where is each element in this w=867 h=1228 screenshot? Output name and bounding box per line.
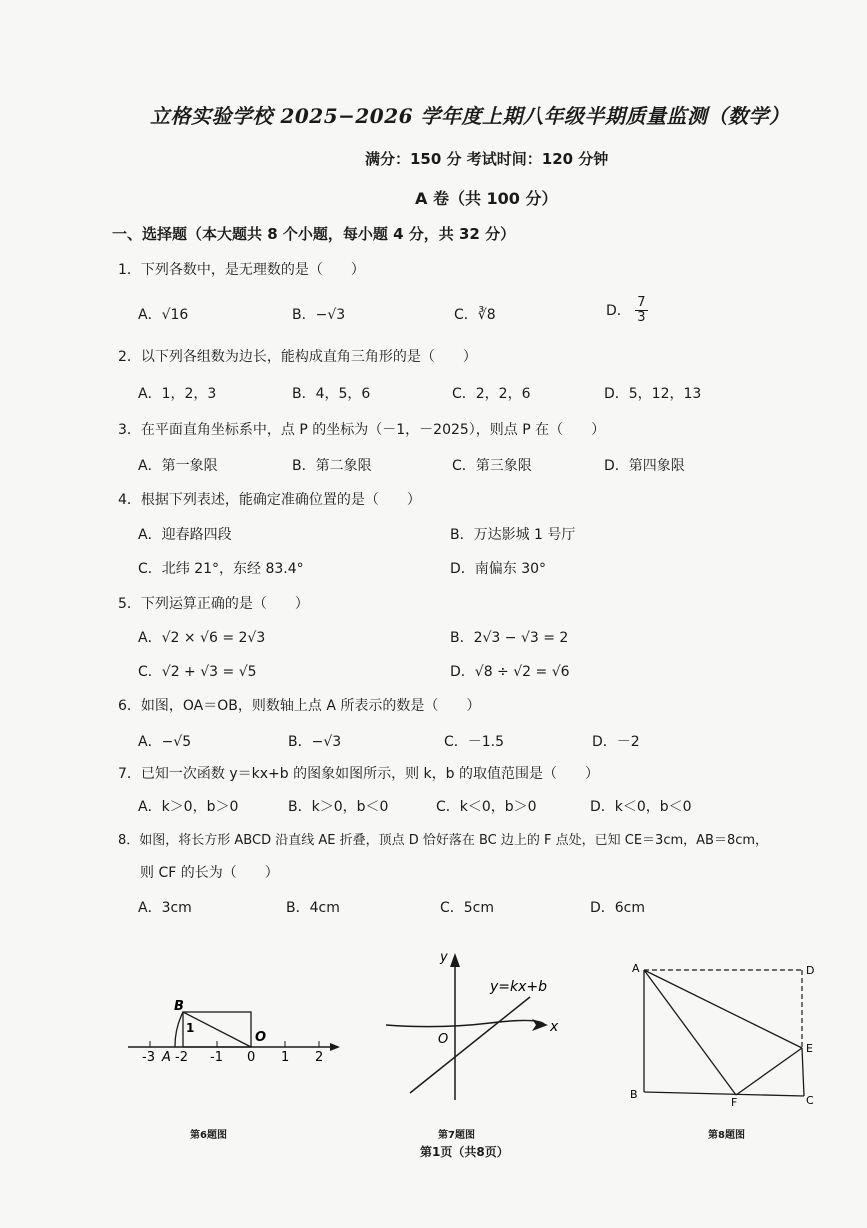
- vertex-c-label: C: [806, 1094, 814, 1107]
- question-4-option-a: A．迎春路四段: [138, 527, 232, 543]
- exam-subtitle: 满分：150 分 考试时间：120 分钟: [365, 150, 609, 168]
- arc: [175, 1012, 183, 1047]
- question-2-option-a: A．1，2，3: [138, 386, 217, 402]
- question-8-stem: 8．如图，将长方形 ABCD 沿直线 AE 折叠，顶点 D 恰好落在 BC 边上的 F 点处，已知 CE＝3cm，AB＝8cm，: [118, 833, 769, 848]
- question-1-option-b: B．−√3: [292, 307, 346, 323]
- length-label: 1: [186, 1021, 195, 1035]
- number-line-arrow: [330, 1043, 340, 1051]
- question-2-stem: 2．以下列各组数为边长，能构成直角三角形的是（ ）: [118, 349, 477, 365]
- fold-line-ae: [644, 970, 802, 1048]
- point-b-label: B: [174, 999, 184, 1014]
- figure-6-number-line: [120, 990, 350, 1080]
- point-o-label: O: [255, 1030, 267, 1045]
- question-7-stem: 7．已知一次函数 y＝kx+b 的图象如图所示，则 k，b 的取值范围是（ ）: [118, 766, 599, 782]
- x-axis-arrow: [532, 1019, 548, 1031]
- question-3-option-d: D．第四象限: [604, 458, 685, 474]
- question-2-option-b: B．4，5，6: [292, 386, 371, 402]
- question-7-option-c: C．k＜0，b＞0: [436, 799, 537, 815]
- question-4-option-c: C．北纬 21°，东经 83.4°: [138, 561, 304, 577]
- question-5-option-c: C．√2 + √3 = √5: [138, 664, 257, 680]
- segment-fe: [736, 1048, 802, 1095]
- tick-label: -1: [210, 1050, 223, 1065]
- question-6-option-a: A．−√5: [138, 734, 192, 750]
- segment-ce: [802, 1048, 804, 1096]
- question-1-stem: 1．下列各数中，是无理数的是（ ）: [118, 262, 365, 278]
- function-line: [410, 997, 530, 1093]
- fraction-numerator: 7: [637, 295, 646, 310]
- section-heading: 一、选择题（本大题共 8 个小题，每小题 4 分，共 32 分）: [112, 225, 516, 243]
- fraction: [635, 296, 647, 326]
- question-6-option-b: B．−√3: [288, 734, 342, 750]
- question-7-option-a: A．k＞0，b＞0: [138, 799, 239, 815]
- vertex-a-label: A: [632, 962, 640, 975]
- question-4-option-d: D．南偏东 30°: [450, 561, 547, 577]
- question-8-option-a: A．3cm: [138, 900, 192, 916]
- question-2-option-d: D．5，12，13: [604, 386, 702, 402]
- question-8-stem-line2: 则 CF 的长为（ ）: [140, 865, 279, 881]
- volume-heading: A 卷（共 100 分）: [415, 189, 558, 208]
- question-3-stem: 3．在平面直角坐标系中，点 P 的坐标为（－1，－2025），则点 P 在（ ）: [118, 422, 606, 438]
- fraction-denominator: 3: [637, 310, 646, 326]
- point-e-label: E: [806, 1042, 813, 1055]
- x-axis-label: x: [550, 1019, 559, 1035]
- figure-6-caption: 第6题图: [190, 1130, 227, 1141]
- question-7-option-b: B．k＞0，b＜0: [288, 799, 389, 815]
- figure-7-caption: 第7题图: [438, 1130, 475, 1141]
- question-6-stem: 6．如图，OA＝OB，则数轴上点 A 所表示的数是（ ）: [118, 698, 481, 714]
- figure-7-function-graph: [380, 945, 570, 1105]
- question-5-stem: 5．下列运算正确的是（ ）: [118, 596, 309, 612]
- tick-label: -2: [175, 1050, 188, 1065]
- segment-af: [644, 970, 736, 1095]
- question-1-option-a: A．√16: [138, 307, 189, 323]
- tick-label: 0: [247, 1050, 256, 1065]
- figure-8-caption: 第8题图: [708, 1130, 745, 1141]
- question-3-option-a: A．第一象限: [138, 458, 218, 474]
- figure-8-rectangle-fold: [626, 958, 826, 1108]
- question-6-option-c: C．－1.5: [444, 734, 505, 750]
- question-5-option-b: B．2√3 − √3 = 2: [450, 630, 569, 646]
- question-3-option-c: C．第三象限: [452, 458, 532, 474]
- question-1-option-c: C．∛8: [454, 307, 496, 323]
- tick-label: 1: [281, 1050, 290, 1065]
- question-2-option-c: C．2，2，6: [452, 386, 531, 402]
- tick-label: 2: [315, 1050, 324, 1065]
- question-5-option-d: D．√8 ÷ √2 = √6: [450, 664, 570, 680]
- x-axis: [386, 1020, 545, 1026]
- vertex-d-label: D: [806, 964, 815, 977]
- question-4-option-b: B．万达影城 1 号厅: [450, 527, 576, 543]
- point-f-label: F: [731, 1096, 738, 1108]
- side-bc: [644, 1092, 804, 1096]
- question-3-option-b: B．第二象限: [292, 458, 372, 474]
- question-8-option-b: B．4cm: [286, 900, 340, 916]
- question-7-option-d: D．k＜0，b＜0: [590, 799, 692, 815]
- question-8-option-c: C．5cm: [440, 900, 495, 916]
- question-8-option-d: D．6cm: [590, 900, 646, 916]
- vertex-b-label: B: [630, 1088, 638, 1101]
- question-1-option-d: [606, 296, 648, 326]
- exam-title: 立格实验学校 2025−2026 学年度上期八年级半期质量监测（数学）: [150, 104, 790, 128]
- y-axis-label: y: [440, 950, 448, 965]
- y-axis-arrow: [450, 953, 460, 967]
- point-a-label: A: [162, 1050, 171, 1065]
- tick-label: -3: [142, 1050, 155, 1065]
- question-4-stem: 4．根据下列表述，能确定准确位置的是（ ）: [118, 492, 421, 508]
- question-1-option-d-label: D．: [606, 302, 631, 319]
- origin-label: O: [438, 1032, 449, 1047]
- question-6-option-d: D．－2: [592, 734, 640, 750]
- question-5-option-a: A．√2 × √6 = 2√3: [138, 630, 266, 646]
- function-equation-label: y=kx+b: [490, 979, 548, 995]
- page-footer: 第1页（共8页）: [420, 1145, 509, 1159]
